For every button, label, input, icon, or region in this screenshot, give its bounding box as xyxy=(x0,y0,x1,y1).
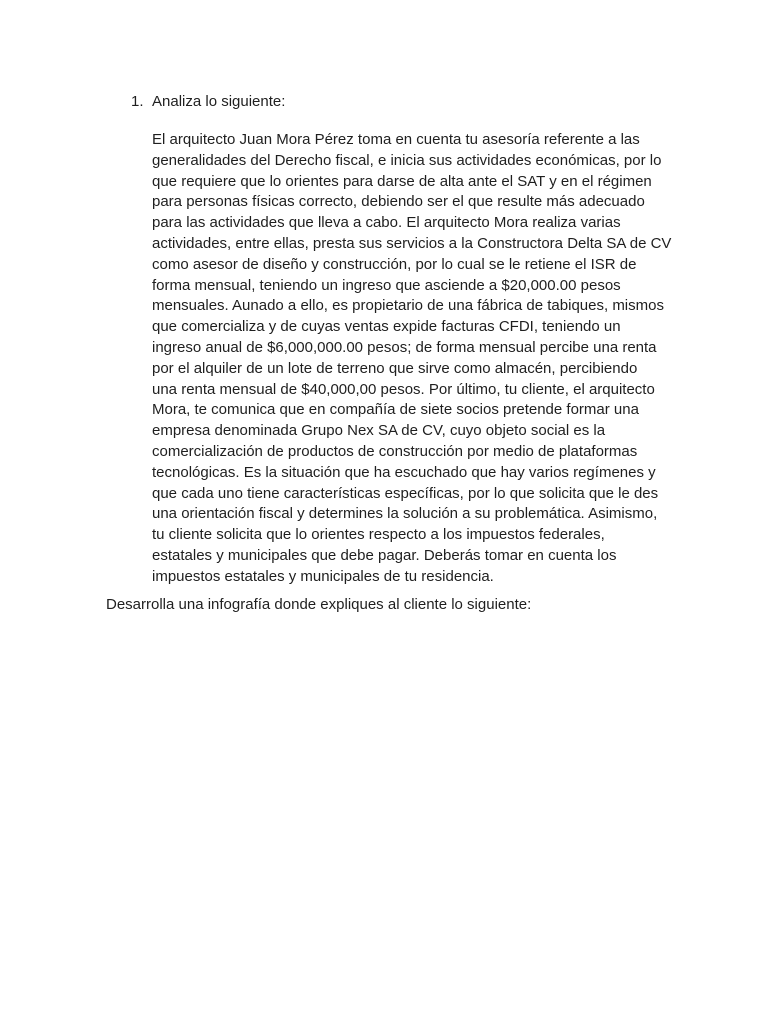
paragraph-line: actividades, entre ellas, presta sus servicios a la Constructora Delta SA de CV xyxy=(152,234,672,252)
paragraph-line: para personas físicas correcto, debiendo ser el que resulte más adecuado xyxy=(152,193,645,211)
paragraph-line: comercialización de productos de construcción por medio de plataformas xyxy=(152,442,638,460)
paragraph-line: tecnológicas. Es la situación que ha escuchado que hay varios regímenes y xyxy=(152,463,656,481)
infographic-instruction: Desarrolla una infografía donde expliques al cliente lo siguiente: xyxy=(106,596,532,613)
paragraph-line: que comercializa y de cuyas ventas expide facturas CFDI, teniendo un xyxy=(152,318,621,336)
list-heading: Analiza lo siguiente: xyxy=(152,93,286,110)
paragraph-line: una orientación fiscal y determines la solución a su problemática. Asimismo, xyxy=(152,505,658,523)
paragraph-line: mensuales. Aunado a ello, es propietario de una fábrica de tabiques, mismos xyxy=(152,297,664,315)
paragraph-line: por el alquiler de un lote de terreno que sirve como almacén, percibiendo xyxy=(152,359,638,377)
paragraph-line: Mora, te comunica que en compañía de siete socios pretende formar una xyxy=(152,401,639,419)
paragraph-line: que cada uno tiene características específicas, por lo que solicita que le des xyxy=(152,484,659,502)
paragraph-line: empresa denominada Grupo Nex SA de CV, cuyo objeto social es la xyxy=(152,422,606,440)
paragraph-line: para las actividades que lleva a cabo. El arquitecto Mora realiza varias xyxy=(152,214,621,232)
paragraph-line: forma mensual, teniendo un ingreso que asciende a $20,000.00 pesos xyxy=(152,276,621,294)
paragraph-line: que requiere que lo orientes para darse de alta ante el SAT y en el régimen xyxy=(152,172,652,190)
paragraph-line: impuestos estatales y municipales de tu residencia. xyxy=(152,567,494,585)
paragraph-line: El arquitecto Juan Mora Pérez toma en cuenta tu asesoría referente a las xyxy=(152,131,640,148)
paragraph-line: ingreso anual de $6,000,000.00 pesos; de forma mensual percibe una renta xyxy=(152,338,657,356)
paragraph-line: como asesor de diseño y construcción, por lo cual se le retiene el ISR de xyxy=(152,255,637,273)
paragraph-line: tu cliente solicita que lo orientes respecto a los impuestos federales, xyxy=(152,526,605,544)
case-description-paragraph xyxy=(152,130,672,588)
paragraph-line: una renta mensual de $40,000,00 pesos. Por último, tu cliente, el arquitecto xyxy=(152,380,655,398)
paragraph-line: estatales y municipales que debe pagar. Deberás tomar en cuenta los xyxy=(152,546,617,564)
list-number: 1. xyxy=(131,93,144,110)
paragraph-line: generalidades del Derecho fiscal, e inicia sus actividades económicas, por lo xyxy=(152,151,662,169)
